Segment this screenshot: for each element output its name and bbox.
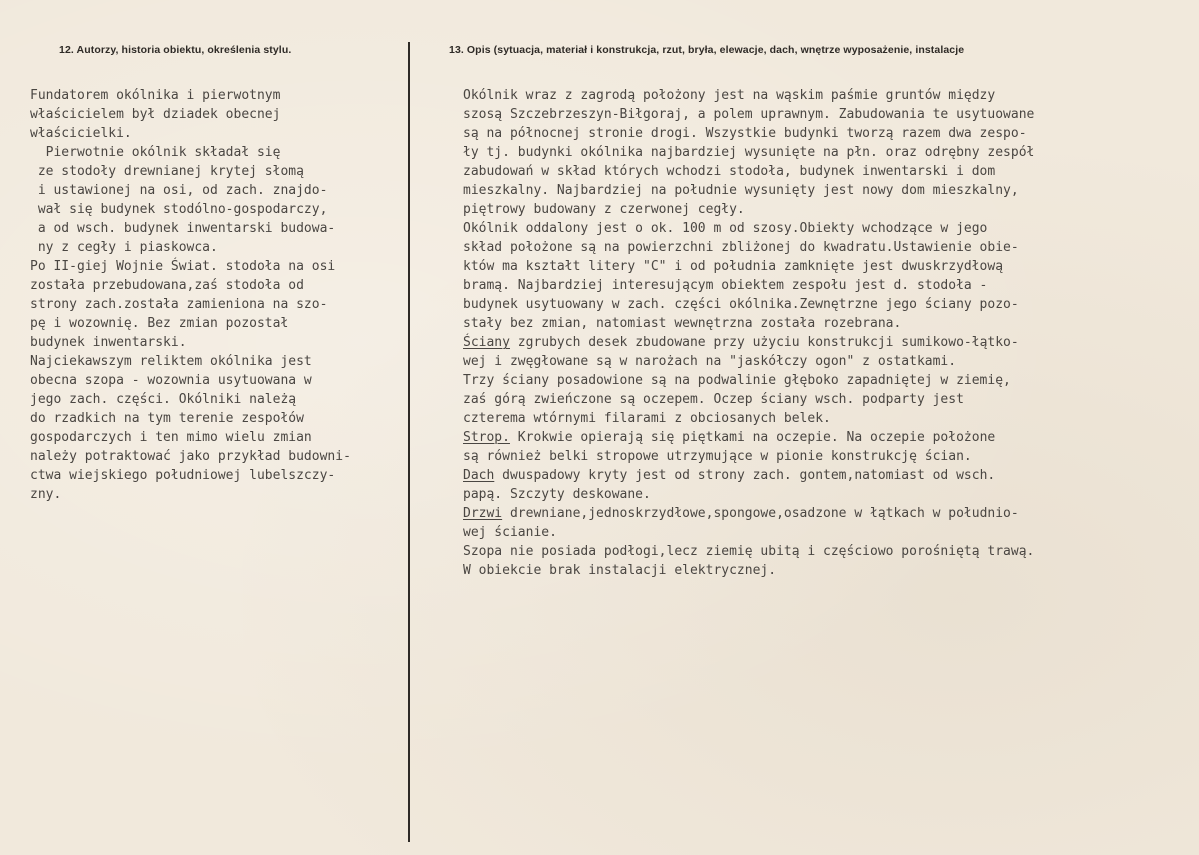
section-13-heading: 13. Opis (sytuacja, materiał i konstrukcja, rzut, bryła, elewacje, dach, wnętrze wyposażenie, instalacje (449, 44, 965, 56)
text-line (463, 219, 1034, 238)
text-line: jego zach. części. Okólniki należą (30, 392, 297, 407)
line-text: Krokwie opierają się piętkami na oczepie. Na oczepie położone (509, 430, 996, 445)
text-line (463, 181, 1034, 200)
line-text: papą. Szczyty deskowane. (463, 487, 651, 502)
text-line (463, 390, 1034, 409)
text-line: pę i wozownię. Bez zmian pozostał (30, 316, 289, 331)
line-text: skład położone są na powierzchni zbliżonej do kwadratu.Ustawienie obie- (463, 240, 1019, 255)
text-line: Fundatorem okólnika i pierwotnym (30, 88, 281, 103)
text-line: a od wsch. budynek inwentarski budowa- (30, 221, 336, 236)
line-text: bramą. Najbardziej interesującym obiektem zespołu jest d. stodoła - (463, 278, 988, 293)
text-line (463, 523, 1034, 542)
text-line (463, 276, 1034, 295)
underlined-term: Strop. (463, 430, 510, 445)
line-text: zaś górą zwieńczone są oczepem. Oczep ściany wsch. podparty jest (463, 392, 964, 407)
text-line: zny. (30, 487, 62, 502)
text-line: gospodarczych i ten mimo wielu zmian (30, 430, 312, 445)
text-line (463, 124, 1034, 143)
text-line (463, 314, 1034, 333)
text-line: należy potraktować jako przykład budowni- (30, 449, 351, 464)
line-text: Szopa nie posiada podłogi,lecz ziemię ubitą i częściowo porośniętą trawą. (463, 544, 1035, 559)
text-line (463, 561, 1034, 580)
text-line (463, 333, 1034, 352)
line-text: zabudowań w skład których wchodzi stodoła, budynek inwentarski i dom (463, 164, 996, 179)
underlined-term: Drzwi (463, 506, 503, 521)
text-line (463, 257, 1034, 276)
text-line: i ustawionej na osi, od zach. znajdo- (30, 183, 328, 198)
text-line: Najciekawszym reliktem okólnika jest (30, 354, 312, 369)
text-line: ny z cegły i piaskowca. (30, 240, 218, 255)
text-line: ze stodoły drewnianej krytej słomą (30, 164, 304, 179)
line-text: Okólnik oddalony jest o ok. 100 m od szosy.Obiekty wchodzące w jego (463, 221, 988, 236)
text-line: ctwa wiejskiego południowej lubelszczy- (30, 468, 336, 483)
text-line (463, 105, 1034, 124)
text-line (463, 200, 1034, 219)
text-line (463, 409, 1034, 428)
line-text: drewniane,jednoskrzydłowe,spongowe,osadzone w łątkach w południo- (502, 506, 1019, 521)
text-line (463, 504, 1034, 523)
text-line: budynek inwentarski. (30, 335, 187, 350)
text-line: Pierwotnie okólnik składał się (30, 145, 281, 160)
text-line (463, 371, 1034, 390)
line-text: W obiekcie brak instalacji elektrycznej. (463, 563, 777, 578)
text-line (463, 542, 1034, 561)
line-text: Okólnik wraz z zagrodą położony jest na wąskim paśmie gruntów między (463, 88, 996, 103)
line-text: wej i zwęgłowane są w narożach na "jaskółczy ogon" z ostatkami. (463, 354, 957, 369)
line-text: budynek usytuowany w zach. części okólnika.Zewnętrzne jego ściany pozo- (463, 297, 1019, 312)
text-line: wał się budynek stodólno-gospodarczy, (30, 202, 328, 217)
line-text: wej ścianie. (463, 525, 557, 540)
line-text: mieszkalny. Najbardziej na południe wysunięty jest nowy dom mieszkalny, (463, 183, 1019, 198)
line-text: piętrowy budowany z czerwonej cegły. (463, 202, 745, 217)
history-text-column (30, 86, 351, 504)
line-text: któw ma kształt litery "C" i od południa zamknięte jest dwuskrzydłową (463, 259, 1004, 274)
column-divider (408, 42, 410, 842)
text-line: właścicielki. (30, 126, 132, 141)
line-text: czterema wtórnymi filarami z obciosanych belek. (463, 411, 831, 426)
underlined-term: Ściany (463, 335, 510, 350)
text-line: do rzadkich na tym terenie zespołów (30, 411, 304, 426)
section-12-heading: 12. Autorzy, historia obiektu, określenia stylu. (59, 44, 292, 56)
line-text: zgrubych desek zbudowane przy użyciu konstrukcji sumikowo-łątko- (509, 335, 1019, 350)
text-line (463, 428, 1034, 447)
underlined-term: Dach (463, 468, 495, 483)
line-text: są również belki stropowe utrzymujące w pionie konstrukcję ścian. (463, 449, 972, 464)
text-line (463, 238, 1034, 257)
text-line (463, 143, 1034, 162)
text-line: została przebudowana,zaś stodoła od (30, 278, 304, 293)
text-line (463, 295, 1034, 314)
line-text: Trzy ściany posadowione są na podwalinie głęboko zapadniętej w ziemię, (463, 373, 1011, 388)
text-line (463, 162, 1034, 181)
line-text: dwuspadowy kryty jest od strony zach. gontem,natomiast od wsch. (494, 468, 996, 483)
line-text: stały bez zmian, natomiast wewnętrzna została rozebrana. (463, 316, 902, 331)
text-line: Po II-giej Wojnie Świat. stodoła na osi (30, 259, 336, 274)
text-line: strony zach.została zamieniona na szo- (30, 297, 328, 312)
description-text-column (463, 86, 1034, 580)
line-text: szosą Szczebrzeszyn-Biłgoraj, a polem uprawnym. Zabudowania te usytuowane (463, 107, 1035, 122)
text-line (463, 447, 1034, 466)
text-line: właścicielem był dziadek obecnej (30, 107, 281, 122)
text-line (463, 86, 1034, 105)
text-line (463, 466, 1034, 485)
text-line (463, 352, 1034, 371)
line-text: ły tj. budynki okólnika najbardziej wysunięte na płn. oraz odrębny zespół (463, 145, 1035, 160)
line-text: są na północnej stronie drogi. Wszystkie budynki tworzą razem dwa zespo- (463, 126, 1027, 141)
text-line: obecna szopa - wozownia usytuowana w (30, 373, 312, 388)
text-line (463, 485, 1034, 504)
